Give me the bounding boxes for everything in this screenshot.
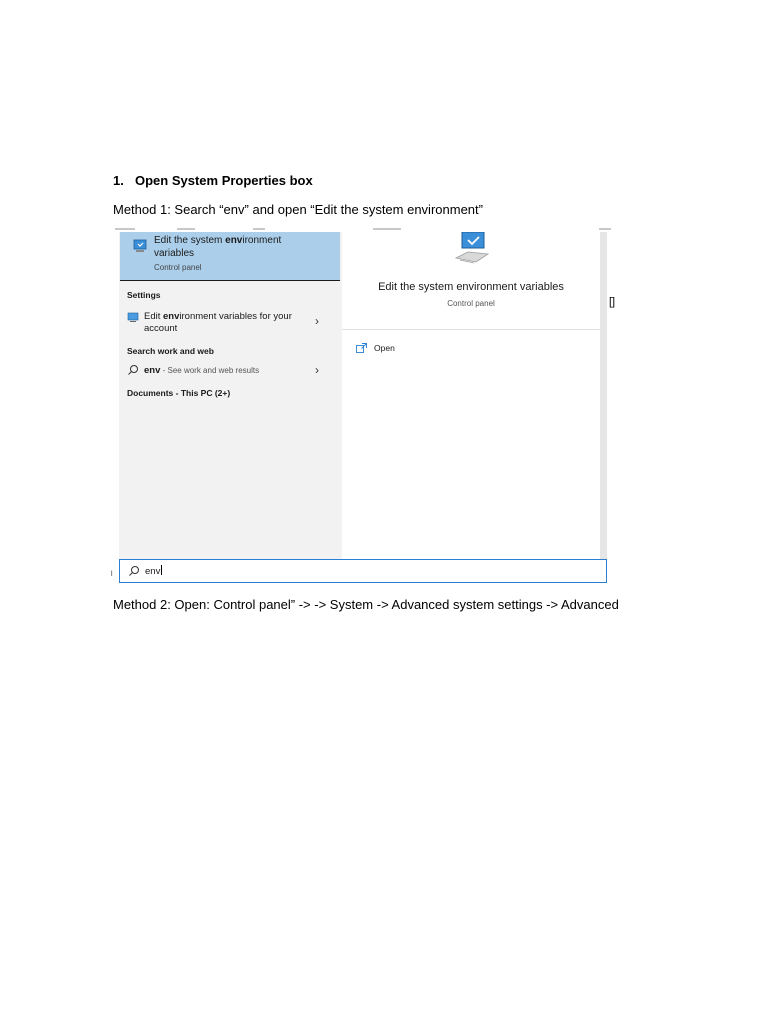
search-web-section-label: Search work and web bbox=[127, 346, 214, 356]
method-2-text: Method 2: Open: Control panel” -> -> System -> Advanced system settings -> Advanced bbox=[113, 597, 619, 612]
search-query: env bbox=[145, 566, 161, 577]
search-results-pane bbox=[119, 232, 342, 559]
cropped-edge-fragment: [] bbox=[609, 296, 616, 308]
search-input-value[interactable] bbox=[145, 565, 162, 577]
detail-divider bbox=[342, 329, 600, 330]
open-action[interactable] bbox=[356, 342, 476, 356]
settings-display-icon bbox=[127, 311, 139, 323]
text-cursor bbox=[161, 565, 162, 575]
settings-section-label: Settings bbox=[127, 290, 161, 300]
system-properties-icon bbox=[132, 238, 148, 254]
best-match-result[interactable] bbox=[120, 232, 340, 281]
web-result-query: env bbox=[144, 365, 161, 376]
web-result-text bbox=[144, 365, 259, 377]
heading-text: Open System Properties box bbox=[135, 173, 313, 188]
best-match-title bbox=[154, 234, 324, 260]
settings-text-bold: env bbox=[163, 311, 180, 322]
best-match-title-line2: variables bbox=[154, 248, 195, 259]
detail-title: Edit the system environment variables bbox=[378, 281, 564, 293]
web-result-hint: - See work and web results bbox=[160, 366, 260, 375]
cropped-left-fragment: l bbox=[111, 571, 113, 578]
search-icon bbox=[128, 565, 140, 577]
best-match-title-pre: Edit the system bbox=[154, 235, 226, 246]
documents-section-label[interactable]: Documents - This PC (2+) bbox=[127, 388, 231, 398]
section-heading bbox=[113, 173, 313, 188]
web-result-item[interactable] bbox=[119, 362, 342, 380]
search-input[interactable] bbox=[119, 559, 607, 583]
heading-number: 1. bbox=[113, 173, 124, 188]
settings-text-line2: account bbox=[144, 323, 178, 334]
scrollbar-edge bbox=[600, 232, 607, 559]
best-match-title-post: ironment bbox=[242, 235, 282, 246]
best-match-subtitle: Control panel bbox=[154, 263, 202, 272]
settings-text-post: ironment variables for your bbox=[179, 311, 292, 322]
chevron-right-icon[interactable]: › bbox=[315, 314, 319, 328]
search-icon bbox=[127, 364, 139, 376]
windows-search-screenshot bbox=[113, 228, 616, 584]
result-detail-pane bbox=[342, 232, 600, 559]
settings-result-item[interactable] bbox=[119, 308, 342, 336]
settings-result-text bbox=[144, 311, 292, 335]
system-properties-icon bbox=[452, 232, 492, 266]
open-action-label: Open bbox=[374, 343, 395, 353]
chevron-right-icon[interactable]: › bbox=[315, 363, 319, 377]
detail-subtitle: Control panel bbox=[447, 299, 495, 308]
settings-text-pre: Edit bbox=[144, 311, 164, 322]
open-external-icon bbox=[356, 343, 367, 353]
method-1-text: Method 1: Search “env” and open “Edit the system environment” bbox=[113, 202, 483, 217]
best-match-title-bold: env bbox=[225, 235, 243, 246]
